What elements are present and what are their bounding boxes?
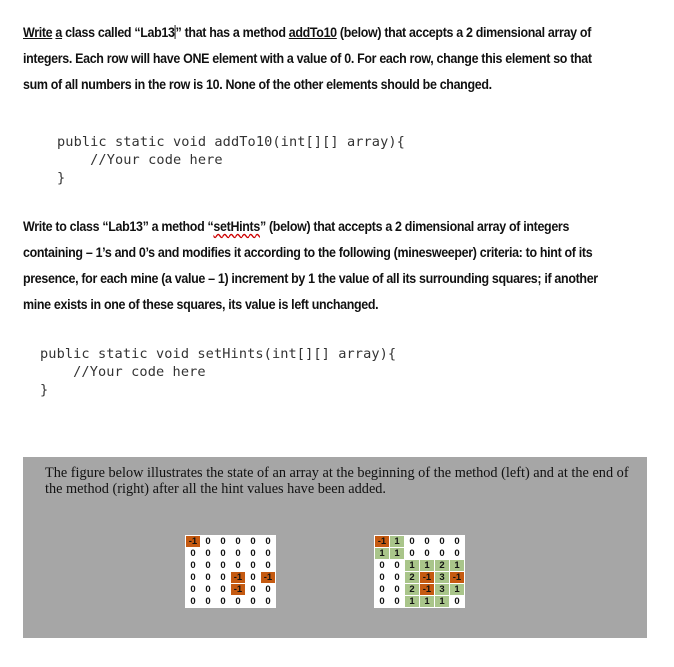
grid-cell: 0 — [390, 596, 405, 608]
grid-cell: 0 — [261, 596, 276, 608]
code-line: //Your code here — [40, 364, 206, 380]
grid-row — [375, 596, 465, 608]
grid-row — [186, 596, 276, 608]
grid-row — [186, 584, 276, 596]
instruction-text: class called “Lab13 — [65, 25, 175, 40]
grid-cell: 1 — [405, 560, 420, 572]
method-name-sethints: setHints — [213, 219, 260, 234]
grid-cell: 0 — [390, 584, 405, 596]
grid-cell: 0 — [375, 560, 390, 572]
grid-cell: -1 — [231, 584, 246, 596]
grid-row — [375, 560, 465, 572]
grid-row — [186, 548, 276, 560]
grid-cell: 0 — [186, 572, 201, 584]
grid-cell: 2 — [405, 572, 420, 584]
grid-cell: 0 — [246, 584, 261, 596]
grid-cell: 0 — [201, 584, 216, 596]
instruction-text: Write to class “Lab13” a method “ — [23, 219, 214, 234]
grid-cell: 1 — [390, 536, 405, 548]
grid-cell: 0 — [186, 584, 201, 596]
grid-cell: 0 — [261, 560, 276, 572]
instruction-add-to-10 — [23, 20, 609, 98]
grid-cell: 0 — [405, 536, 420, 548]
grid-cell: 0 — [231, 560, 246, 572]
grid-cell: 1 — [375, 548, 390, 560]
grid-cell: 0 — [201, 536, 216, 548]
grid-row — [375, 572, 465, 584]
grid-row — [375, 548, 465, 560]
grid-cell: 2 — [435, 560, 450, 572]
grid-row — [186, 572, 276, 584]
grid-cell: 0 — [216, 596, 231, 608]
grid-cell: -1 — [375, 536, 390, 548]
grid-after — [374, 535, 465, 608]
grid-cell: 1 — [420, 596, 435, 608]
figure-caption: The figure below illustrates the state of an array at the beginning of the method (left) and at the end of the method (right) after all the hint values have been added. — [45, 465, 629, 497]
grid-cell: -1 — [261, 572, 276, 584]
grid-cell: 0 — [261, 584, 276, 596]
grid-cell: 3 — [435, 584, 450, 596]
grid-cell: -1 — [420, 584, 435, 596]
grid-cell: -1 — [186, 536, 201, 548]
grid-cell: 0 — [261, 536, 276, 548]
grid-cell: 0 — [405, 548, 420, 560]
grid-cell: 0 — [390, 572, 405, 584]
word-a: a — [55, 25, 63, 40]
grid-cell: 0 — [216, 536, 231, 548]
grid-cell: 0 — [375, 596, 390, 608]
grid-cell: 0 — [420, 548, 435, 560]
grid-cell: 0 — [375, 584, 390, 596]
grid-cell: -1 — [420, 572, 435, 584]
grid-cell: 1 — [435, 596, 450, 608]
grid-cell: -1 — [450, 572, 465, 584]
grid-cell: 0 — [186, 560, 201, 572]
instruction-text: ” that has a method — [175, 25, 286, 40]
grid-cell: 0 — [435, 548, 450, 560]
instruction-text: (below) that accepts a 2 dimensional array of integers. Each row will have ONE element with a value of 0. For each row, change this element so that sum of all numbers in the row is 10. None of the other elements should be changed. — [23, 25, 592, 92]
code-block-sethints — [40, 345, 396, 399]
method-name-addto10: addTo10 — [288, 25, 337, 40]
grid-cell: 0 — [450, 548, 465, 560]
grid-cell: 0 — [246, 560, 261, 572]
grid-cell: 3 — [435, 572, 450, 584]
grid-cell: 0 — [450, 536, 465, 548]
grid-cell: 0 — [201, 596, 216, 608]
grid-cell: 0 — [450, 596, 465, 608]
grid-row — [375, 584, 465, 596]
word-write: Write — [23, 25, 53, 40]
grid-row — [375, 536, 465, 548]
grid-cell: 0 — [246, 536, 261, 548]
grid-cell: 0 — [246, 572, 261, 584]
grid-before — [185, 535, 276, 608]
grid-cell: 0 — [435, 536, 450, 548]
grid-cell: 0 — [216, 548, 231, 560]
instruction-text: ” (below) that accepts a 2 dimensional array of integers containing – 1’s and 0’s and modifies it according to the following (minesweeper) criteria: to hint of its presence, for each mine (a value – 1) increment by 1 the value of all its surrounding squares; if another mine exists in one of these squares, its value is left unchanged. — [23, 219, 598, 312]
grid-cell: 0 — [216, 572, 231, 584]
grid-cell: -1 — [231, 572, 246, 584]
grid-cell: 0 — [216, 560, 231, 572]
grid-cell: 2 — [405, 584, 420, 596]
code-block-addto10 — [57, 133, 405, 187]
grid-cell: 1 — [450, 560, 465, 572]
code-line: public static void setHints(int[][] array){ — [40, 346, 397, 362]
grid-cell: 0 — [216, 584, 231, 596]
code-line: //Your code here — [57, 152, 223, 168]
grid-cell: 1 — [420, 560, 435, 572]
grid-cell: 1 — [450, 584, 465, 596]
grid-cell: 0 — [186, 596, 201, 608]
grid-cell: 1 — [405, 596, 420, 608]
grid-cell: 0 — [201, 572, 216, 584]
grid-cell: 0 — [375, 572, 390, 584]
grid-cell: 0 — [246, 548, 261, 560]
grid-cell: 0 — [231, 596, 246, 608]
grid-row — [186, 536, 276, 548]
code-line: } — [57, 170, 66, 186]
grid-cell: 0 — [390, 560, 405, 572]
grid-cell: 0 — [231, 536, 246, 548]
grid-cell: 0 — [186, 548, 201, 560]
grid-cell: 0 — [246, 596, 261, 608]
grid-cell: 0 — [201, 560, 216, 572]
instruction-set-hints — [23, 214, 609, 318]
code-line: } — [40, 382, 49, 398]
minesweeper-figure — [23, 457, 647, 638]
code-line: public static void addTo10(int[][] array){ — [57, 134, 405, 150]
grid-row — [186, 560, 276, 572]
grid-cell: 0 — [261, 548, 276, 560]
grid-cell: 0 — [231, 548, 246, 560]
grid-cell: 1 — [390, 548, 405, 560]
grid-cell: 0 — [420, 536, 435, 548]
grid-cell: 0 — [201, 548, 216, 560]
